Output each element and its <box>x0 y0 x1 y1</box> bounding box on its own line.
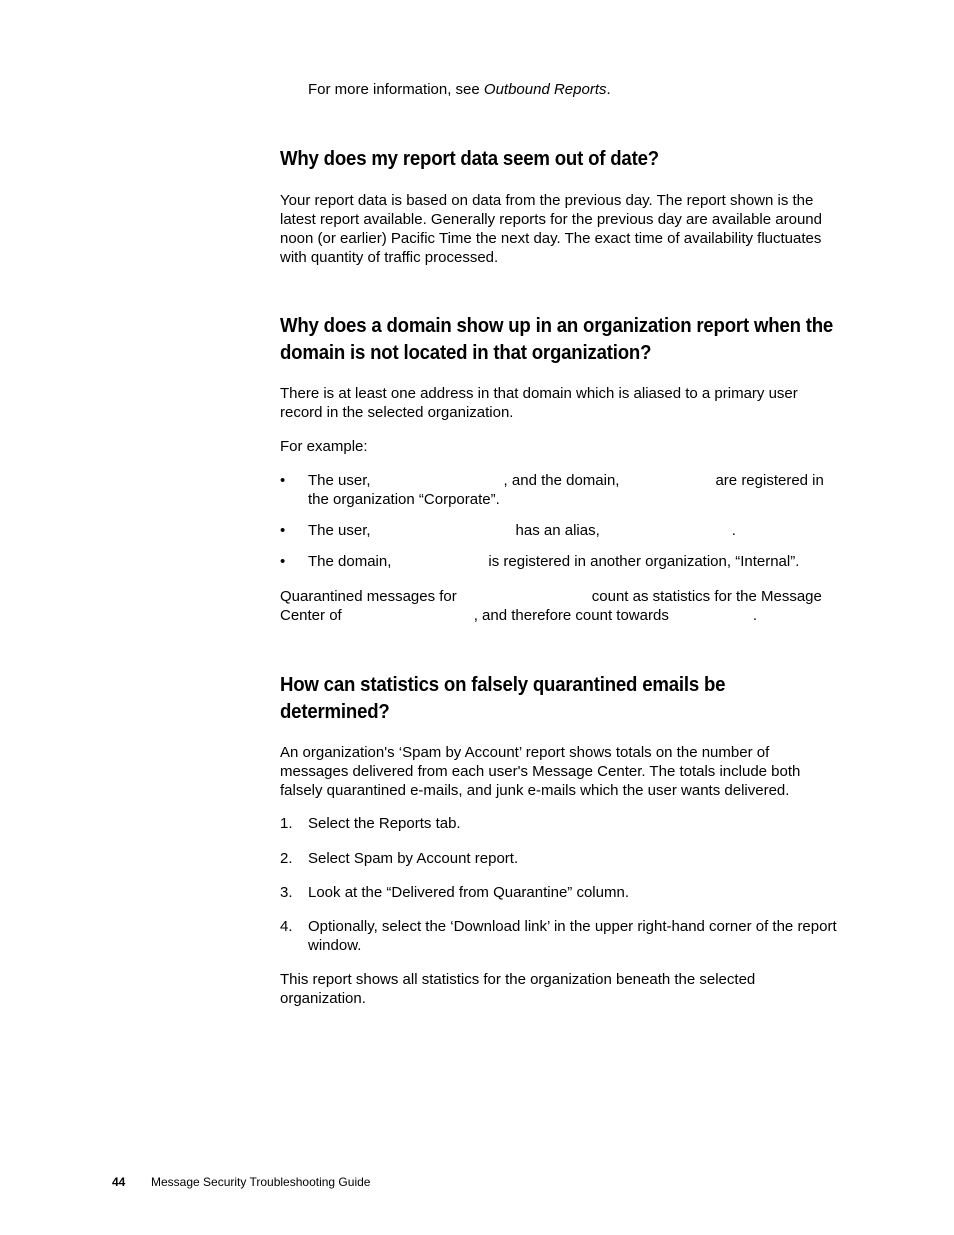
quarantine-part: Quarantined messages for <box>280 588 457 605</box>
bullet-mark: • <box>280 522 286 539</box>
step-text: Optionally, select the ‘Download link’ in the upper right-hand corner of the report window. <box>308 918 837 954</box>
heading-falsely-quarantined-stats: How can statistics on falsely quarantined emails be determined? <box>280 674 726 723</box>
bullet-part: The domain, <box>308 553 392 570</box>
bullet-text <box>308 552 840 571</box>
bullet-text <box>308 521 840 540</box>
step-number: 3. <box>280 884 293 901</box>
list-item <box>280 552 840 572</box>
intro-text: For more information, see <box>308 81 484 98</box>
numbered-step <box>280 814 840 834</box>
list-item <box>280 521 840 541</box>
closing-paragraph: This report shows all statistics for the organization beneath the selected organization. <box>280 971 756 1007</box>
quarantine-part: count as statistics for the Message Center of <box>280 588 822 624</box>
bullet-part: The user, <box>308 522 371 539</box>
heading-domain-in-org-report: Why does a domain show up in an organization report when the domain is not located in that organization? <box>280 315 834 364</box>
numbered-step <box>280 849 840 869</box>
bullet-mark: • <box>280 553 286 570</box>
quarantine-part: , and therefore count towards <box>473 607 669 624</box>
bullet-text <box>308 471 840 509</box>
section2-paragraph: There is at least one address in that domain which is aliased to a primary user record in the selected organization. <box>280 385 798 421</box>
bullet-part: are registered in the organization “Corporate”. <box>308 472 824 508</box>
quarantine-paragraph <box>280 587 842 625</box>
quarantine-part: . <box>752 607 757 624</box>
section1-paragraph: Your report data is based on data from the previous day. The report shown is the latest report available. Generally reports for the previous day are available around noon (or earlier) Pacific Time the next day. The exact time of availability fluctuates with quantity of traffic processed. <box>280 192 822 266</box>
heading-report-out-of-date: Why does my report data seem out of date? <box>280 148 659 170</box>
section3-paragraph: An organization's ‘Spam by Account’ report shows totals on the number of messages delivered from each user's Message Center. The totals include both falsely quarantined e-mails, and junk e-mails which the user wants delivered. <box>280 744 801 799</box>
bullet-part: is registered in another organization, “Internal”. <box>488 553 800 570</box>
bullet-mark: • <box>280 472 286 489</box>
for-example-label: For example: <box>280 438 368 455</box>
page-number: 44 <box>112 1175 126 1189</box>
intro-end: . <box>606 81 611 98</box>
outbound-reports-link[interactable]: Outbound Reports <box>483 81 607 98</box>
bullet-part: The user, <box>308 472 371 489</box>
step-text: Look at the “Delivered from Quarantine” column. <box>308 884 629 901</box>
step-number: 1. <box>280 815 293 832</box>
numbered-step <box>280 917 840 957</box>
step-text: Select Spam by Account report. <box>308 850 519 867</box>
step-text: Select the Reports tab. <box>308 815 461 832</box>
list-item <box>280 471 840 511</box>
numbered-step <box>280 883 840 903</box>
intro-line <box>308 80 848 99</box>
step-number: 2. <box>280 850 293 867</box>
bullet-part: . <box>731 522 736 539</box>
bullet-part: , and the domain, <box>503 472 620 489</box>
footer-title: Message Security Troubleshooting Guide <box>151 1175 371 1189</box>
bullet-part: has an alias, <box>515 522 600 539</box>
step-number: 4. <box>280 918 293 935</box>
